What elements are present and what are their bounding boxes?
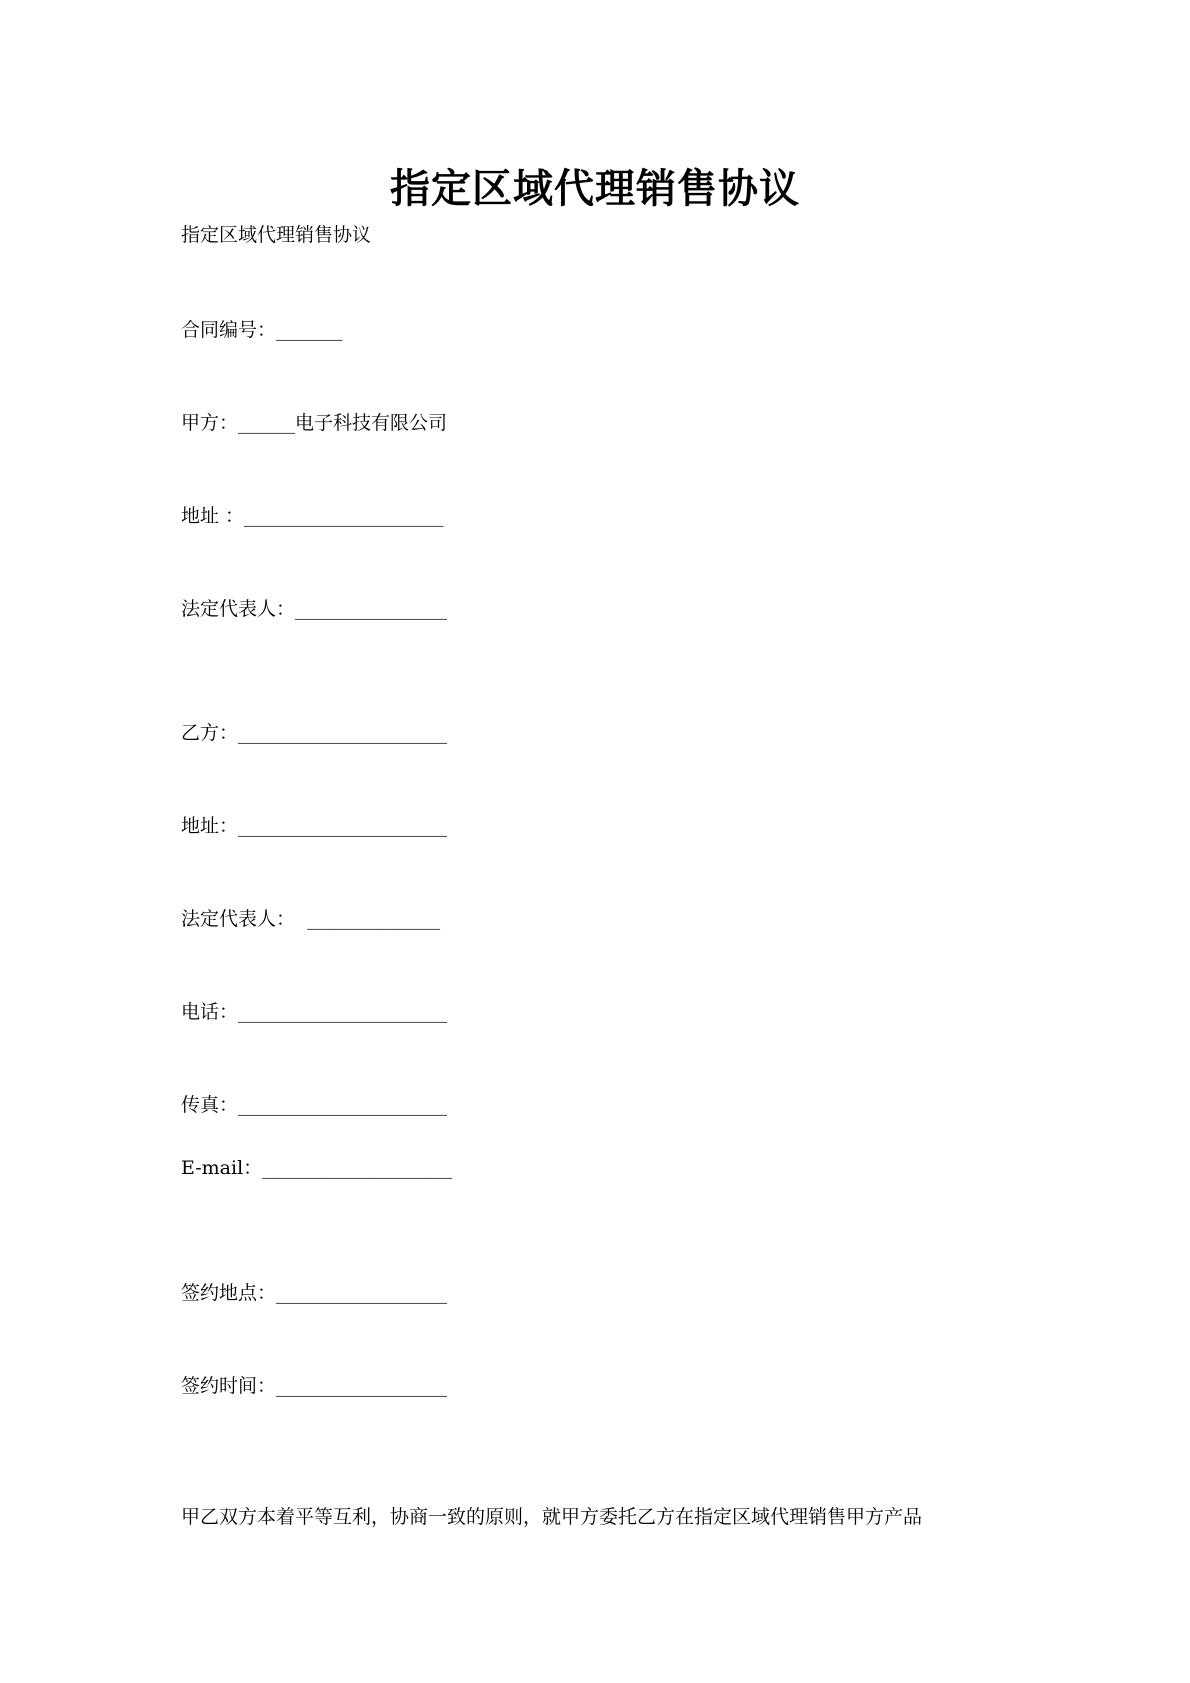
- party-a-address-label: 地址 ：: [181, 505, 245, 527]
- party-b-address-field: [181, 813, 447, 839]
- email-blank: ____________________: [262, 1157, 453, 1179]
- fax-field: [181, 1092, 447, 1118]
- party-b-address-label: 地址：: [181, 815, 239, 837]
- document-subtitle: 指定区域代理销售协议: [181, 224, 372, 246]
- party-a-rep-field: [181, 596, 447, 622]
- phone-label: 电话：: [181, 1001, 239, 1023]
- sign-place-field: [181, 1280, 447, 1306]
- party-b-address-blank: ______________________: [238, 815, 448, 837]
- party-a-suffix: 电子科技有限公司: [295, 412, 448, 434]
- phone-field: [181, 999, 447, 1025]
- contract-no-blank: _______: [276, 319, 343, 341]
- fax-blank: ______________________: [238, 1094, 448, 1116]
- party-b-rep-blank: ______________: [295, 908, 441, 930]
- email-label: E-mail：: [181, 1157, 263, 1179]
- party-b-field: [181, 720, 447, 746]
- party-a-field: [181, 410, 447, 436]
- contract-no-label: 合同编号：: [181, 319, 277, 341]
- sign-time-label: 签约时间：: [181, 1375, 277, 1397]
- sign-place-blank: __________________: [276, 1282, 448, 1304]
- party-b-rep-field: [181, 906, 440, 932]
- party-a-address-field: [181, 503, 444, 529]
- fax-label: 传真：: [181, 1094, 239, 1116]
- contract-no-field: [181, 317, 343, 343]
- party-a-blank: ______: [238, 412, 296, 434]
- body-paragraph: 甲乙双方本着平等互利，协商一致的原则，就甲方委托乙方在指定区域代理销售甲方产品: [181, 1506, 923, 1528]
- party-b-rep-label: 法定代表人：: [181, 908, 296, 930]
- phone-blank: ______________________: [238, 1001, 448, 1023]
- party-a-rep-label: 法定代表人：: [181, 598, 296, 620]
- email-field: [181, 1155, 452, 1181]
- party-a-address-blank: _____________________: [244, 505, 444, 527]
- party-b-blank: ______________________: [238, 722, 448, 744]
- party-a-rep-blank: ________________: [295, 598, 448, 620]
- sign-time-field: [181, 1373, 447, 1399]
- party-a-label: 甲方：: [181, 412, 239, 434]
- party-b-label: 乙方：: [181, 722, 239, 744]
- sign-time-blank: __________________: [276, 1375, 448, 1397]
- document-title: 指定区域代理销售协议: [390, 165, 800, 212]
- sign-place-label: 签约地点：: [181, 1282, 277, 1304]
